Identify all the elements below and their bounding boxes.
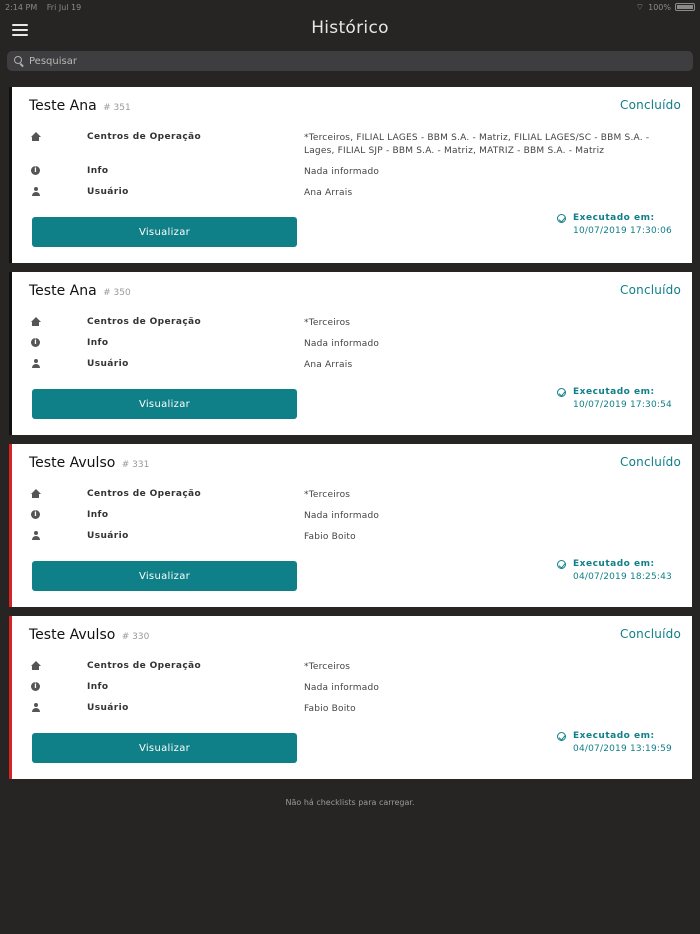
executed-date: 10/07/2019 17:30:54 bbox=[573, 400, 672, 410]
label-usuario: Usuário bbox=[87, 187, 129, 197]
info-icon: i bbox=[31, 166, 40, 175]
card-number: # 330 bbox=[121, 632, 150, 642]
value-usuario: Ana Arrais bbox=[304, 188, 353, 198]
value-centros: *Terceiros, FILIAL LAGES - BBM S.A. - Matriz, FILIAL LAGES/SC - BBM S.A. - Lages, FILIAL SJP - BBM S.A. - Matriz, MATRIZ - BBM S.A. - Matriz bbox=[304, 133, 650, 156]
card-title-text: Teste Avulso bbox=[29, 455, 116, 471]
value-info: Nada informado bbox=[304, 339, 380, 349]
status-date: Fri Jul 19 bbox=[46, 2, 82, 12]
card-title-text: Teste Avulso bbox=[29, 627, 116, 643]
home-icon bbox=[31, 661, 41, 671]
search-input[interactable] bbox=[29, 56, 629, 67]
home-icon bbox=[31, 132, 41, 142]
card-title-text: Teste Ana bbox=[29, 283, 97, 299]
status-label: Concluído bbox=[620, 98, 681, 112]
visualizar-button[interactable]: Visualizar bbox=[32, 733, 297, 763]
user-icon bbox=[31, 703, 41, 713]
check-circle-icon bbox=[557, 732, 566, 741]
navigation-bar bbox=[0, 14, 700, 46]
card-number: # 350 bbox=[103, 288, 131, 298]
checklist-card bbox=[9, 272, 692, 435]
info-icon: i bbox=[31, 338, 40, 347]
label-centros: Centros de Operação bbox=[87, 317, 202, 327]
value-info: Nada informado bbox=[304, 167, 380, 177]
value-usuario: Ana Arrais bbox=[304, 360, 353, 370]
checklist-card bbox=[9, 444, 692, 607]
card-title bbox=[29, 98, 131, 114]
home-icon bbox=[31, 317, 41, 327]
check-circle-icon bbox=[557, 214, 566, 223]
battery-percent: 100% bbox=[648, 2, 671, 12]
card-title bbox=[29, 283, 131, 299]
wifi-icon: ⌔ bbox=[635, 2, 645, 13]
label-info: Info bbox=[87, 682, 109, 692]
value-usuario: Fabio Boito bbox=[304, 532, 356, 542]
card-title bbox=[29, 455, 149, 471]
status-label: Concluído bbox=[620, 283, 681, 297]
executed-info bbox=[573, 559, 672, 582]
status-time: 2:14 PM bbox=[5, 2, 38, 12]
executed-date: 04/07/2019 13:19:59 bbox=[573, 744, 672, 754]
executed-label: Executado em: bbox=[573, 559, 655, 569]
label-info: Info bbox=[87, 510, 109, 520]
executed-date: 10/07/2019 17:30:06 bbox=[573, 226, 672, 236]
executed-label: Executado em: bbox=[573, 387, 655, 397]
check-circle-icon bbox=[557, 560, 566, 569]
value-centros: *Terceiros bbox=[304, 662, 351, 672]
card-title-text: Teste Ana bbox=[29, 98, 97, 114]
checklist-card bbox=[9, 87, 692, 263]
visualizar-button[interactable]: Visualizar bbox=[32, 217, 297, 247]
status-bar bbox=[0, 0, 700, 14]
card-number: # 331 bbox=[121, 460, 150, 470]
executed-info bbox=[573, 387, 672, 410]
value-centros: *Terceiros bbox=[304, 490, 351, 500]
executed-label: Executado em: bbox=[573, 731, 655, 741]
executed-info bbox=[573, 731, 672, 754]
search-icon bbox=[14, 56, 24, 66]
visualizar-button[interactable]: Visualizar bbox=[32, 561, 297, 591]
checklist-card bbox=[9, 616, 692, 779]
label-usuario: Usuário bbox=[87, 531, 129, 541]
value-centros: *Terceiros bbox=[304, 318, 351, 328]
card-number: # 351 bbox=[103, 103, 131, 113]
visualizar-button[interactable]: Visualizar bbox=[32, 389, 297, 419]
user-icon bbox=[31, 187, 41, 197]
value-info: Nada informado bbox=[304, 511, 380, 521]
battery-icon bbox=[675, 3, 695, 11]
label-centros: Centros de Operação bbox=[87, 661, 202, 671]
label-centros: Centros de Operação bbox=[87, 489, 202, 499]
info-icon: i bbox=[31, 510, 40, 519]
info-icon: i bbox=[31, 682, 40, 691]
label-centros: Centros de Operação bbox=[87, 132, 202, 142]
empty-message: Não há checklists para carregar. bbox=[285, 798, 415, 807]
executed-label: Executado em: bbox=[573, 213, 655, 223]
user-icon bbox=[31, 359, 41, 369]
executed-info bbox=[573, 213, 672, 236]
status-label: Concluído bbox=[620, 455, 681, 469]
label-info: Info bbox=[87, 338, 109, 348]
label-info: Info bbox=[87, 166, 109, 176]
value-usuario: Fabio Boito bbox=[304, 704, 356, 714]
label-usuario: Usuário bbox=[87, 359, 129, 369]
value-info: Nada informado bbox=[304, 683, 380, 693]
card-title bbox=[29, 627, 149, 643]
page-title: Histórico bbox=[311, 18, 389, 38]
user-icon bbox=[31, 531, 41, 541]
home-icon bbox=[31, 489, 41, 499]
label-usuario: Usuário bbox=[87, 703, 129, 713]
search-bar[interactable] bbox=[7, 51, 693, 71]
check-circle-icon bbox=[557, 388, 566, 397]
status-label: Concluído bbox=[620, 627, 681, 641]
executed-date: 04/07/2019 18:25:43 bbox=[573, 572, 672, 582]
